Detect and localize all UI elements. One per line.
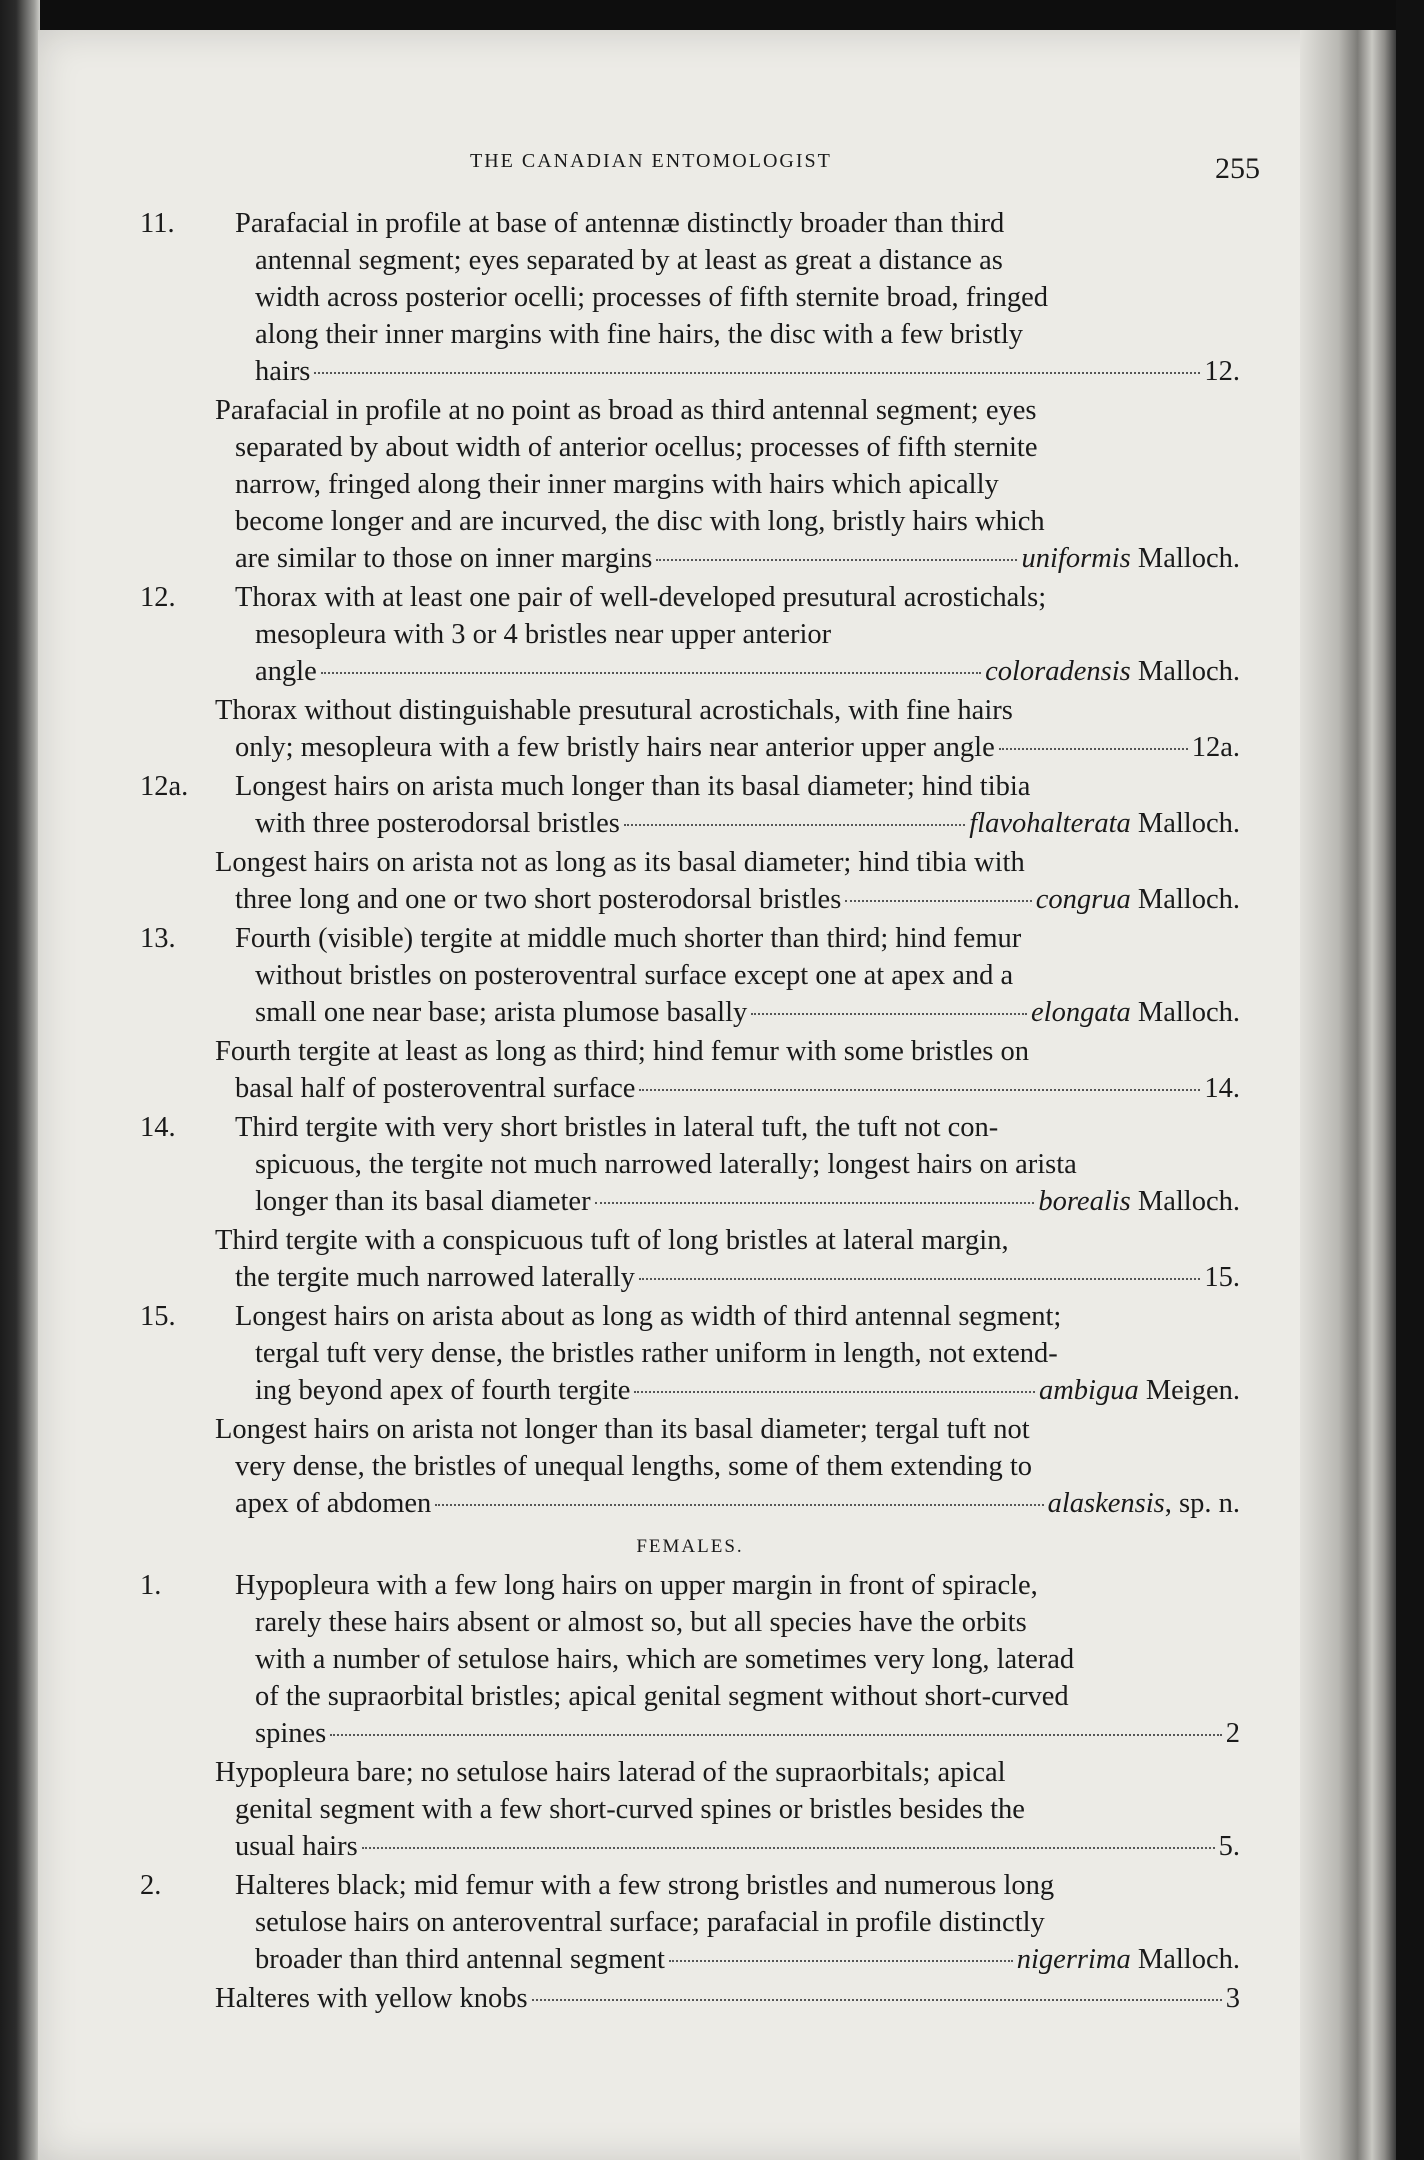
text-line: Hypopleura bare; no setulose hairs laterad of the supraorbitals; apical (215, 1757, 1006, 1788)
result-text: Malloch. (1130, 1186, 1240, 1217)
leader-line (235, 1070, 1240, 1107)
result-text: Meigen. (1138, 1375, 1240, 1406)
couplet-text (235, 1298, 1240, 1409)
key-couplet (140, 768, 1240, 842)
couplet-result (969, 805, 1240, 842)
leader-dots (595, 1202, 1035, 1204)
couplet-result (1204, 353, 1240, 390)
couplet-number: 1. (140, 1570, 162, 1601)
text-line: genital segment with a few short-curved spines or bristles besides the (235, 1794, 1025, 1825)
result-text: 14. (1204, 1073, 1240, 1104)
leader-dots (639, 1089, 1200, 1091)
leader-text: the tergite much narrowed laterally (235, 1262, 635, 1293)
key-couplet (140, 1033, 1240, 1107)
couplet-result (1192, 729, 1240, 766)
leader-text: spines (255, 1718, 327, 1749)
leader-line (255, 994, 1240, 1031)
text-line: spicuous, the tergite not much narrowed laterally; longest hairs on arista (255, 1149, 1077, 1180)
leader-text: basal half of posteroventral surface (235, 1073, 636, 1104)
couplet-text (215, 1222, 1240, 1296)
couplet-result (1036, 881, 1240, 918)
couplet-text (215, 1033, 1240, 1107)
species-name: congrua (1035, 884, 1131, 915)
leader-text: with three posterodorsal bristles (255, 808, 620, 839)
species-name: coloradensis (985, 656, 1131, 687)
couplet-text (215, 1980, 1240, 2017)
leader-text: Halteres with yellow knobs (215, 1983, 528, 2014)
key-couplet (140, 844, 1240, 918)
couplet-result (1021, 540, 1240, 577)
text-line: Third tergite with a conspicuous tuft of long bristles at lateral margin, (215, 1225, 1009, 1256)
species-name: elongata (1031, 997, 1131, 1028)
text-line: Longest hairs on arista not longer than its basal diameter; tergal tuft not (215, 1414, 1030, 1445)
leader-dots (639, 1278, 1200, 1280)
text-line: Longest hairs on arista not as long as its basal diameter; hind tibia with (215, 847, 1025, 878)
result-text: Malloch. (1130, 543, 1240, 574)
couplet-text (215, 844, 1240, 918)
leader-line (215, 1980, 1240, 2017)
result-text: 15. (1204, 1262, 1240, 1293)
leader-line (255, 353, 1240, 390)
text-line: without bristles on posteroventral surface except one at apex and a (255, 960, 1014, 991)
result-text: Malloch. (1130, 656, 1240, 687)
key-couplet (140, 579, 1240, 690)
species-name: flavohalterata (969, 808, 1131, 839)
leader-dots (656, 559, 1017, 561)
couplet-text (235, 768, 1240, 842)
key-couplet (140, 205, 1240, 390)
text-line: Parafacial in profile at no point as broad as third antennal segment; eyes (215, 395, 1037, 426)
species-name: nigerrima (1016, 1944, 1131, 1975)
leader-text: only; mesopleura with a few bristly hairs near anterior upper angle (235, 732, 995, 763)
couplet-number: 13. (140, 923, 176, 954)
text-line: rarely these hairs absent or almost so, but all species have the orbits (255, 1607, 1027, 1638)
leader-dots (624, 824, 965, 826)
leader-text: usual hairs (235, 1831, 358, 1862)
result-text: 12. (1204, 356, 1240, 387)
couplet-text (235, 205, 1240, 390)
leader-dots (330, 1734, 1222, 1736)
leader-text: apex of abdomen (235, 1488, 432, 1519)
key-couplet (140, 1980, 1240, 2017)
leader-dots (634, 1391, 1035, 1393)
couplet-text (235, 1109, 1240, 1220)
leader-dots (314, 372, 1200, 374)
text-line: become longer and are incurved, the disc with long, bristly hairs which (235, 506, 1045, 537)
couplet-number: 15. (140, 1301, 176, 1332)
text-line: mesopleura with 3 or 4 bristles near upper anterior (255, 619, 832, 650)
leader-text: are similar to those on inner margins (235, 543, 653, 574)
leader-text: three long and one or two short posterodorsal bristles (235, 884, 842, 915)
key-couplet (140, 1754, 1240, 1865)
species-name: uniformis (1021, 543, 1131, 574)
couplet-result (1039, 1372, 1240, 1409)
couplet-text (235, 579, 1240, 690)
key-couplet (140, 1867, 1240, 1978)
section-heading: FEMALES. (636, 1536, 744, 1557)
page-number: 255 (1215, 152, 1260, 185)
couplet-result (1219, 1828, 1240, 1865)
species-name: alaskensis (1047, 1488, 1165, 1519)
text-line: very dense, the bristles of unequal lengths, some of them extending to (235, 1451, 1033, 1482)
text-line: antennal segment; eyes separated by at least as great a distance as (255, 245, 1003, 276)
leader-dots (362, 1847, 1215, 1849)
text-line: Third tergite with very short bristles in lateral tuft, the tuft not con- (235, 1112, 999, 1143)
couplet-number: 11. (140, 208, 175, 239)
result-text: Malloch. (1130, 997, 1240, 1028)
text-line: narrow, fringed along their inner margins with hairs which apically (235, 469, 999, 500)
text-line: Longest hairs on arista about as long as width of third antennal segment; (235, 1301, 1062, 1332)
couplet-number: 12. (140, 582, 176, 613)
couplet-result (1226, 1980, 1240, 2017)
leader-text: angle (255, 656, 317, 687)
text-line: width across posterior ocelli; processes of fifth sternite broad, fringed (255, 282, 1049, 313)
key-couplet (140, 920, 1240, 1031)
couplet-result (1038, 1183, 1240, 1220)
leader-line (235, 881, 1240, 918)
text-line: Fourth tergite at least as long as third; hind femur with some bristles on (215, 1036, 1029, 1067)
text-line: separated by about width of anterior ocellus; processes of fifth sternite (235, 432, 1038, 463)
result-text: 2 (1225, 1718, 1240, 1749)
leader-line (255, 1941, 1240, 1978)
result-text: Malloch. (1130, 1944, 1240, 1975)
page-edge-shadow-left (0, 0, 40, 2160)
text-line: Thorax without distinguishable presutural acrostichals, with fine hairs (215, 695, 1013, 726)
text-line: Parafacial in profile at base of antennæ distinctly broader than third (235, 208, 1005, 239)
text-line: along their inner margins with fine hairs, the disc with a few bristly (255, 319, 1024, 350)
result-text: 3 (1225, 1983, 1240, 2014)
page-edge-shadow-right (1396, 0, 1424, 2160)
couplet-text (215, 1411, 1240, 1522)
running-head: THE CANADIAN ENTOMOLOGIST (470, 150, 832, 172)
key-couplet (140, 1109, 1240, 1220)
text-line: Halteres black; mid femur with a few strong bristles and numerous long (235, 1870, 1055, 1901)
couplet-result (1031, 994, 1240, 1031)
key-couplet (140, 1567, 1240, 1752)
key-couplet (140, 1298, 1240, 1409)
leader-line (255, 653, 1240, 690)
couplet-text (215, 392, 1240, 577)
key-content (140, 205, 1240, 2019)
leader-dots (321, 672, 981, 674)
text-line: Hypopleura with a few long hairs on upper margin in front of spiracle, (235, 1570, 1038, 1601)
result-text: 5. (1218, 1831, 1240, 1862)
result-text: 12a. (1191, 732, 1240, 763)
couplet-text (235, 920, 1240, 1031)
couplet-result (1017, 1941, 1240, 1978)
leader-dots (532, 1999, 1222, 2001)
leader-line (235, 540, 1240, 577)
text-line: Thorax with at least one pair of well-developed presutural acrostichals; (235, 582, 1047, 613)
leader-dots (669, 1960, 1013, 1962)
leader-dots (999, 748, 1188, 750)
couplet-text (235, 1867, 1240, 1978)
couplet-number: 2. (140, 1870, 162, 1901)
result-text: , sp. n. (1164, 1488, 1240, 1519)
text-line: with a number of setulose hairs, which are sometimes very long, laterad (255, 1644, 1075, 1675)
text-line: of the supraorbital bristles; apical genital segment without short-curved (255, 1681, 1069, 1712)
leader-text: ing beyond apex of fourth tergite (255, 1375, 631, 1406)
couplet-text (215, 692, 1240, 766)
key-couplet (140, 1411, 1240, 1522)
couplet-text (235, 1567, 1240, 1752)
leader-text: hairs (255, 356, 311, 387)
couplet-result (1204, 1070, 1240, 1107)
result-text: Malloch. (1130, 884, 1240, 915)
leader-line (255, 805, 1240, 842)
couplet-result (1204, 1259, 1240, 1296)
key-couplet (140, 692, 1240, 766)
species-name: ambigua (1038, 1375, 1139, 1406)
leader-line (235, 1259, 1240, 1296)
text-line: Longest hairs on arista much longer than its basal diameter; hind tibia (235, 771, 1031, 802)
leader-text: small one near base; arista plumose basally (255, 997, 748, 1028)
leader-dots (845, 900, 1031, 902)
leader-line (235, 729, 1240, 766)
key-couplet (140, 392, 1240, 577)
text-line: setulose hairs on anteroventral surface; parafacial in profile distinctly (255, 1907, 1045, 1938)
text-line: Fourth (visible) tergite at middle much shorter than third; hind femur (235, 923, 1022, 954)
leader-dots (435, 1504, 1043, 1506)
couplet-result (985, 653, 1240, 690)
result-text: Malloch. (1130, 808, 1240, 839)
leader-line (255, 1372, 1240, 1409)
couplet-text (215, 1754, 1240, 1865)
leader-dots (751, 1013, 1027, 1015)
leader-line (255, 1715, 1240, 1752)
leader-line (235, 1828, 1240, 1865)
leader-text: longer than its basal diameter (255, 1186, 591, 1217)
couplet-number: 12a. (140, 771, 189, 802)
key-couplet (140, 1222, 1240, 1296)
couplet-result (1226, 1715, 1240, 1752)
page-stack-edge (1300, 30, 1396, 2160)
text-line: tergal tuft very dense, the bristles rather uniform in length, not extend- (255, 1338, 1058, 1369)
leader-text: broader than third antennal segment (255, 1944, 665, 1975)
leader-line (255, 1183, 1240, 1220)
leader-line (235, 1485, 1240, 1522)
couplet-result (1048, 1485, 1240, 1522)
species-name: borealis (1038, 1186, 1131, 1217)
couplet-number: 14. (140, 1112, 176, 1143)
